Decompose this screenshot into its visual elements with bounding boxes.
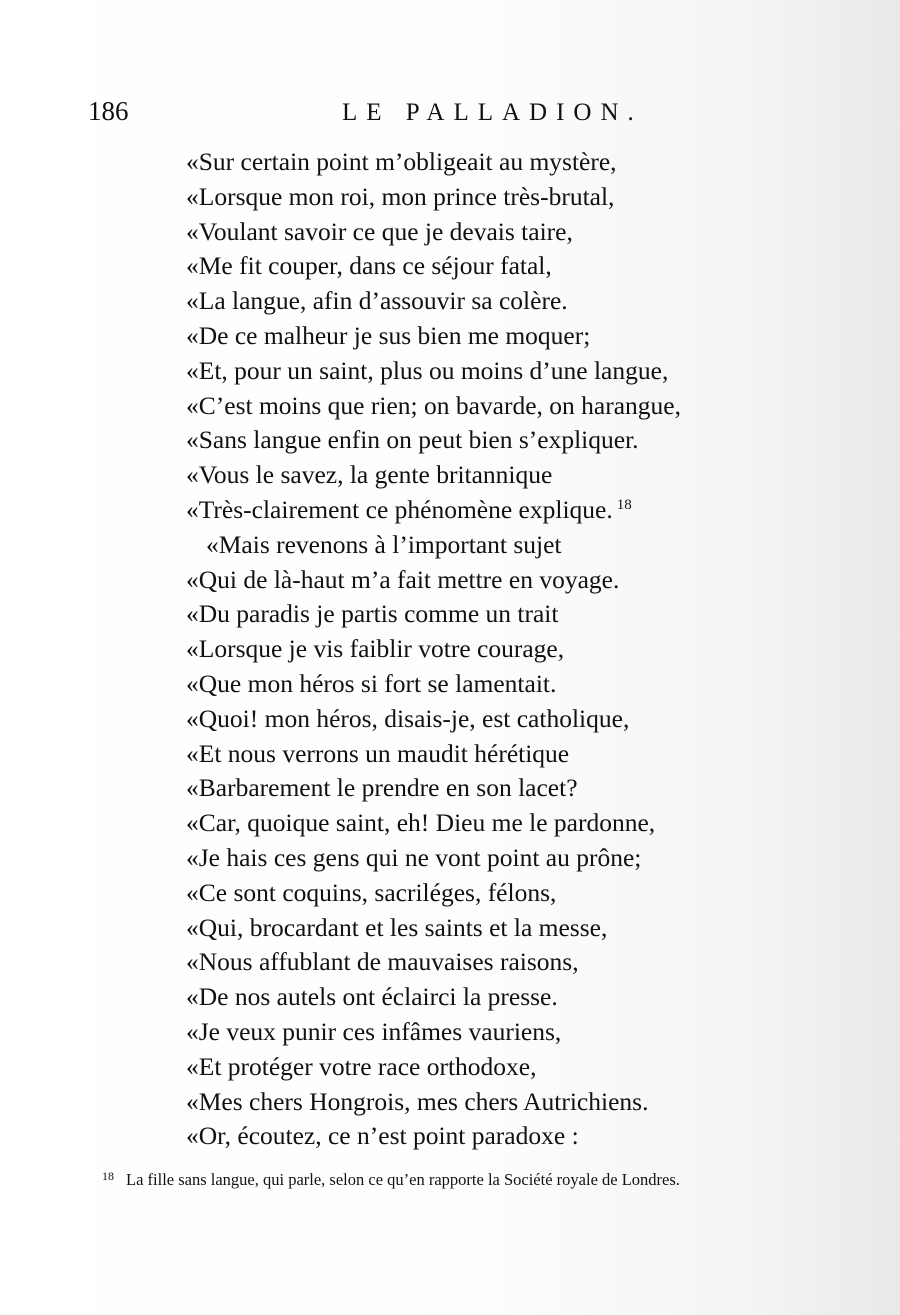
footnote [102, 1166, 680, 1190]
verse-line: «Très-clairement ce phénomène explique. $^{18}$ [186, 494, 632, 524]
verse-line: «Et protéger votre race orthodoxe, [186, 1051, 537, 1081]
verse-line: «Nous affublant de mauvaises raisons, [186, 947, 579, 977]
verse-line: «Qui, brocardant et les saints et la messe, [186, 912, 608, 942]
verse-line: «De ce malheur je sus bien me moquer; [186, 320, 591, 350]
verse-line: «La langue, afin d’assouvir sa colère. [186, 286, 568, 316]
verse-line: «Mais revenons à l’important sujet [206, 529, 562, 559]
verse-line: «C’est moins que rien; on bavarde, on harangue, [186, 390, 681, 420]
verse-line: «Du paradis je partis comme un trait [186, 599, 559, 629]
verse-line: «Mes chers Hongrois, mes chers Autrichiens. [186, 1086, 649, 1116]
verse-line: «Ce sont coquins, sacriléges, félons, [186, 877, 557, 907]
verse-line: «Je veux punir ces infâmes vauriens, [186, 1016, 562, 1046]
verse-line: «Sans langue enfin on peut bien s’expliquer. [186, 425, 639, 455]
verse-block [186, 145, 876, 1154]
verse-line: «De nos autels ont éclairci la presse. [186, 982, 558, 1012]
verse-line: «Lorsque mon roi, mon prince très-brutal, [186, 181, 615, 211]
verse-line: «Barbarement le prendre en son lacet? [186, 773, 578, 803]
footnote-reference: 18 [616, 496, 632, 513]
verse-line: «Voulant savoir ce que je devais taire, [186, 216, 573, 246]
verse-line: «Que mon héros si fort se lamentait. [186, 668, 557, 698]
page-number: 186 [88, 96, 129, 126]
verse-line: «Or, écoutez, ce n’est point paradoxe : [186, 1121, 579, 1151]
verse-line: «Car, quoique saint, eh! Dieu me le pardonne, [186, 808, 656, 838]
verse-line: «Vous le savez, la gente britannique [186, 460, 553, 490]
footnote-text: La fille sans langue, qui parle, selon ce qu’en rapporte la Société royale de Londres. [126, 1170, 680, 1189]
footnote-mark: 18 [102, 1169, 114, 1183]
verse-line: «Qui de là-haut m’a fait mettre en voyage. [186, 564, 620, 594]
running-title: LE PALLADION. [342, 99, 643, 126]
verse-line: «Quoi! mon héros, disais-je, est catholique, [186, 703, 630, 733]
verse-line: «Lorsque je vis faiblir votre courage, [186, 634, 565, 664]
verse-line: «Et nous verrons un maudit hérétique [186, 738, 570, 768]
verse-line: «Et, pour un saint, plus ou moins d’une langue, [186, 355, 669, 385]
verse-line: «Je hais ces gens qui ne vont point au prône; [186, 842, 642, 872]
verse-line: «Me fit couper, dans ce séjour fatal, [186, 251, 552, 281]
verse-line: «Sur certain point m’obligeait au mystère, [186, 147, 617, 176]
